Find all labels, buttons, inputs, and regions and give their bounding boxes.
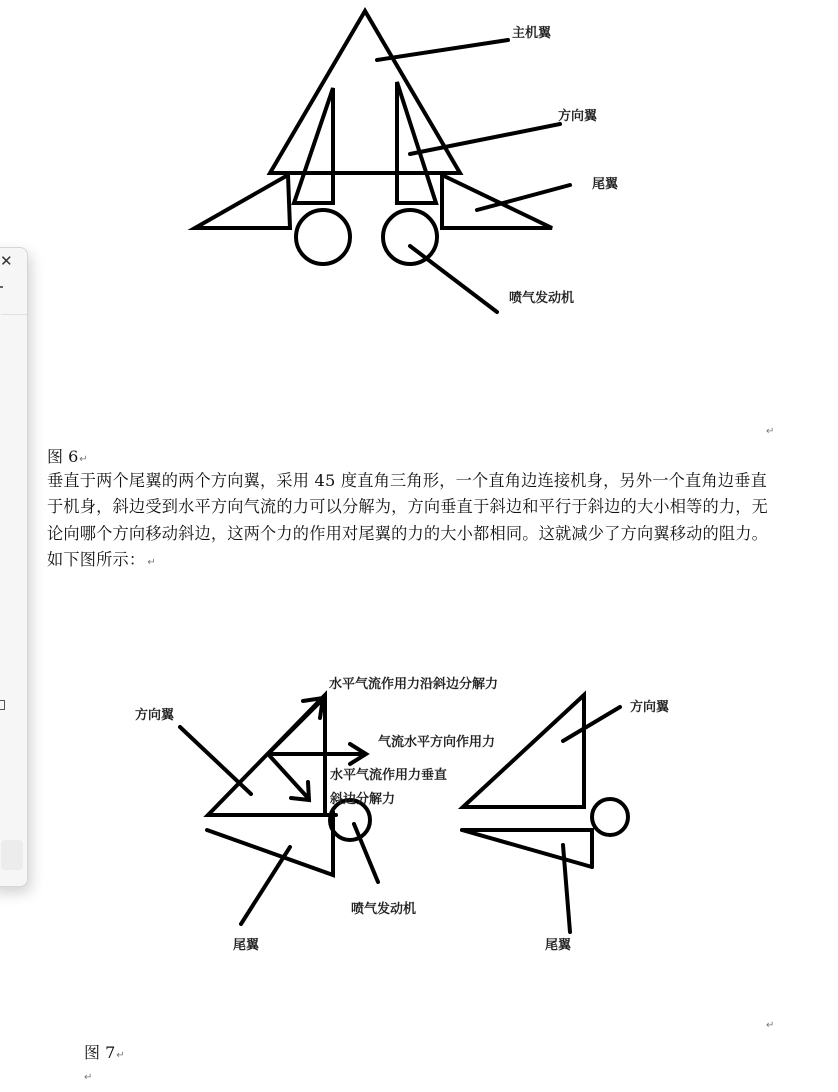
- right-rudder-triangle: [463, 695, 584, 807]
- figure-6-caption: 图 6↵: [47, 447, 88, 466]
- right-engine-shape: [383, 210, 437, 264]
- engine-leader: [410, 246, 497, 312]
- label-force-perp-2: 斜边分解力: [330, 792, 396, 807]
- left-tail-shape: [195, 175, 290, 228]
- left-rudder-leader: [180, 727, 251, 794]
- paragraph-mark: ↵: [84, 1072, 93, 1083]
- label-tail-right: 尾翼: [545, 938, 572, 953]
- paragraph-mark: ↵: [766, 426, 775, 437]
- label-jet-engine-fig7: 喷气发动机: [351, 902, 417, 917]
- right-tail-shape: [442, 175, 552, 228]
- close-icon[interactable]: ✕: [0, 252, 13, 270]
- arrow-along-hypotenuse: [268, 700, 322, 754]
- label-rudder: 方向翼: [558, 109, 598, 124]
- right-rudder-leader: [563, 707, 620, 741]
- label-rudder-right: 方向翼: [630, 700, 670, 715]
- left-engine-shape: [296, 210, 350, 264]
- figure-7-diagram: [0, 660, 838, 960]
- paragraph-mark: ↵: [766, 1020, 775, 1031]
- label-force-along: 水平气流作用力沿斜边分解力: [329, 677, 499, 692]
- figure-7-caption: 图 7↵: [84, 1043, 125, 1062]
- label-tail-left: 尾翼: [233, 938, 260, 953]
- right-engine-circle: [592, 799, 628, 835]
- arrow-perpendicular: [268, 754, 308, 798]
- label-jet-engine: 喷气发动机: [509, 291, 575, 306]
- figure-6-diagram: [0, 0, 838, 330]
- label-main-wing: 主机翼: [512, 26, 552, 41]
- body-paragraph: 垂直于两个尾翼的两个方向翼，采用 45 度直角三角形，一个直角边连接机身，另外一个直角边垂直于机身，斜边受到水平方向气流的力可以分解为，方向垂直于斜边和平行于斜边的大小相等的力，无论向哪个方向移动斜边，这两个力的作用对尾翼的力的大小都相同。这就减少了方向翼移动的阻力。如下图所示： ↵: [47, 471, 769, 570]
- label-tail-wing: 尾翼: [592, 177, 619, 192]
- label-force-perp-1: 水平气流作用力垂直: [330, 768, 448, 783]
- main-wing-leader: [377, 40, 508, 60]
- label-force-horizontal: 气流水平方向作用力: [378, 735, 496, 750]
- left-tail-leader: [241, 847, 290, 924]
- label-rudder-left: 方向翼: [135, 708, 175, 723]
- left-rudder-shape: [294, 88, 333, 203]
- left-tail-outline: [207, 812, 333, 875]
